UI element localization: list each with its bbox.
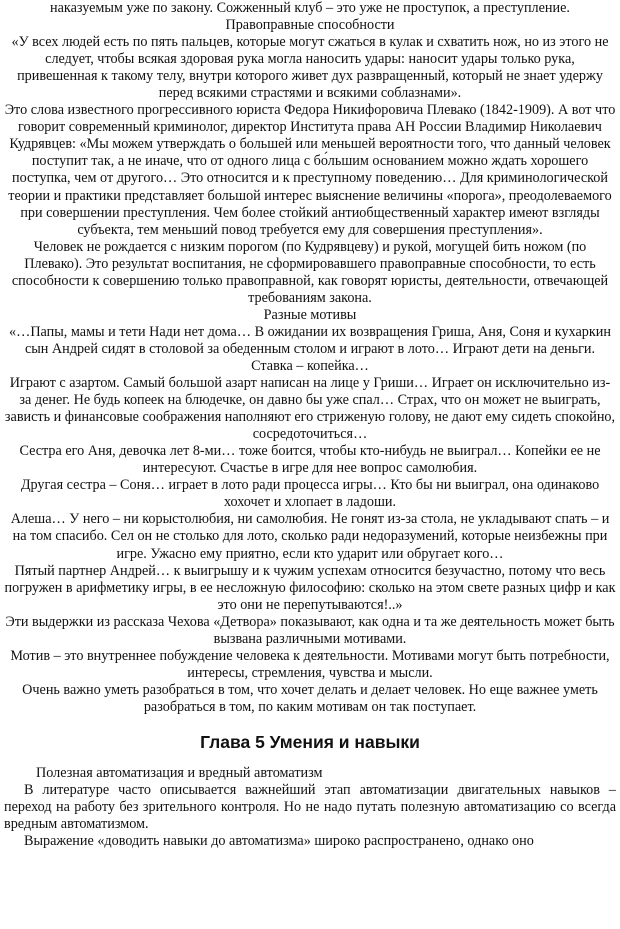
paragraph-lead: наказуемым уже по закону. Сожженный клуб – это уже не проступок, а преступление. xyxy=(50,0,570,16)
paragraph-chekhov-6: Пятый партнер Андрей… к выигрышу и к чужим успехам относится безучастно, потому что весь погружен в арифметику игры, в ее несложную философию: сколько на этом свете разных цифр и как это они не перепутываются!..» xyxy=(4,562,616,613)
section-heading-motives: Разные мотивы xyxy=(263,306,357,323)
paragraph-chekhov-comment: Эти выдержки из рассказа Чехова «Детвора» показывают, как одна и та же деятельность может быть вызвана различными мотивами. xyxy=(5,613,615,647)
paragraph-automation: В литературе часто описывается важнейший этап автоматизации двигательных навыков – переход на работу без зрительного контроля. Но не надо путать полезную автоматизацию со всегда вредным автоматизмом. xyxy=(4,782,616,833)
section-heading-abilities: Правоправные способности xyxy=(225,17,395,34)
paragraph-chekhov-2: Играют с азартом. Самый большой азарт написан на лице у Гриши… Играет он исключительно из-за денег. Не будь копеек на блюдечке, он давно бы уже спал… Страх, что он может не выиграть, зависть и финансовые соображения наполняют его стриженую голову, не дают ему сидеть спокойно, сосредоточиться… xyxy=(4,375,616,443)
paragraph-chekhov-3: Сестра его Аня, девочка лет 8-ми… тоже боится, чтобы кто-нибудь не выиграл… Копейки ее не интересуют. Счастье в игре для нее вопрос самолюбия. xyxy=(19,443,601,477)
paragraph-kudryavtsev: Это слова известного прогрессивного юриста Федора Никифоровича Плевако (1842-1909). А вот что говорит современный криминолог, директор Института права АН России Владимир Николаевич Кудрявцев: «Мы можем утверждать о большей или меньшей вероятности того, что данный человек поступит так, а не иначе, что от одного лица с бо́льшим основанием можно ждать хорошего поступка, чем от другого… Это относится и к преступному поведению… Для криминологической теории и практики представляет большой интерес выяснение величины «порога», преодолеваемого при совершении преступления. Чем более стойкий антиобщественный характер имеют взгляды субъекта, тем меньший повод требуется ему для совершения преступления». xyxy=(4,102,616,238)
paragraph-chekhov-4: Другая сестра – Соня… играет в лото ради процесса игры… Кто бы ни выиграл, она одинаково хохочет и хлопает в ладоши. xyxy=(20,477,600,511)
chapter-subheading: Полезная автоматизация и вредный автоматизм xyxy=(36,764,323,781)
paragraph-chekhov-1: «…Папы, мамы и тети Нади нет дома… В ожидании их возвращения Гриша, Аня, Соня и кухаркин сын Андрей сидят в столовой за обеденным столом и играют в лото… Играют дети на деньги. Ставка – копейка… xyxy=(9,323,611,374)
chapter-title: Глава 5 Умения и навыки xyxy=(200,731,420,752)
paragraph-motive-importance: Очень важно уметь разобраться в том, что хочет делать и делает человек. Но еще важнее уметь разобраться в том, по каким мотивам он так поступает. xyxy=(22,681,598,715)
paragraph-automatism-phrase: Выражение «доводить навыки до автоматизма» широко распространено, однако оно xyxy=(24,833,534,850)
paragraph-motive-definition: Мотив – это внутреннее побуждение человека к деятельности. Мотивами могут быть потребности, интересы, стремления, чувства и мысли. xyxy=(10,647,610,681)
paragraph-chekhov-5: Алеша… У него – ни корыстолюбия, ни самолюбия. Не гонят из-за стола, не укладывают спать – и на том спасибо. Сел он не столько для лото, сколько ради недоразумений, которые неизбежны при игре. Ужасно ему приятно, если кто ударит или обругает кого… xyxy=(10,511,610,562)
paragraph-plevako-quote: «У всех людей есть по пять пальцев, которые могут сжаться в кулак и схватить нож, но из этого не следует, чтобы всякая здоровая рука могла наносить удары: наносит удары только рука, привешенная к такому телу, внутри которого живет дух развращенный, который не знает удержу перед всякими страстями и всякими соблазнами». xyxy=(11,34,609,102)
paragraph-threshold: Человек не рождается с низким порогом (по Кудрявцеву) и рукой, могущей бить ножом (по Плевако). Это результат воспитания, не сформировавшего правоправные способности, то есть способности к совершению только правоправной, как говорят юристы, деятельности, отвечающей требованиям закона. xyxy=(11,238,609,306)
